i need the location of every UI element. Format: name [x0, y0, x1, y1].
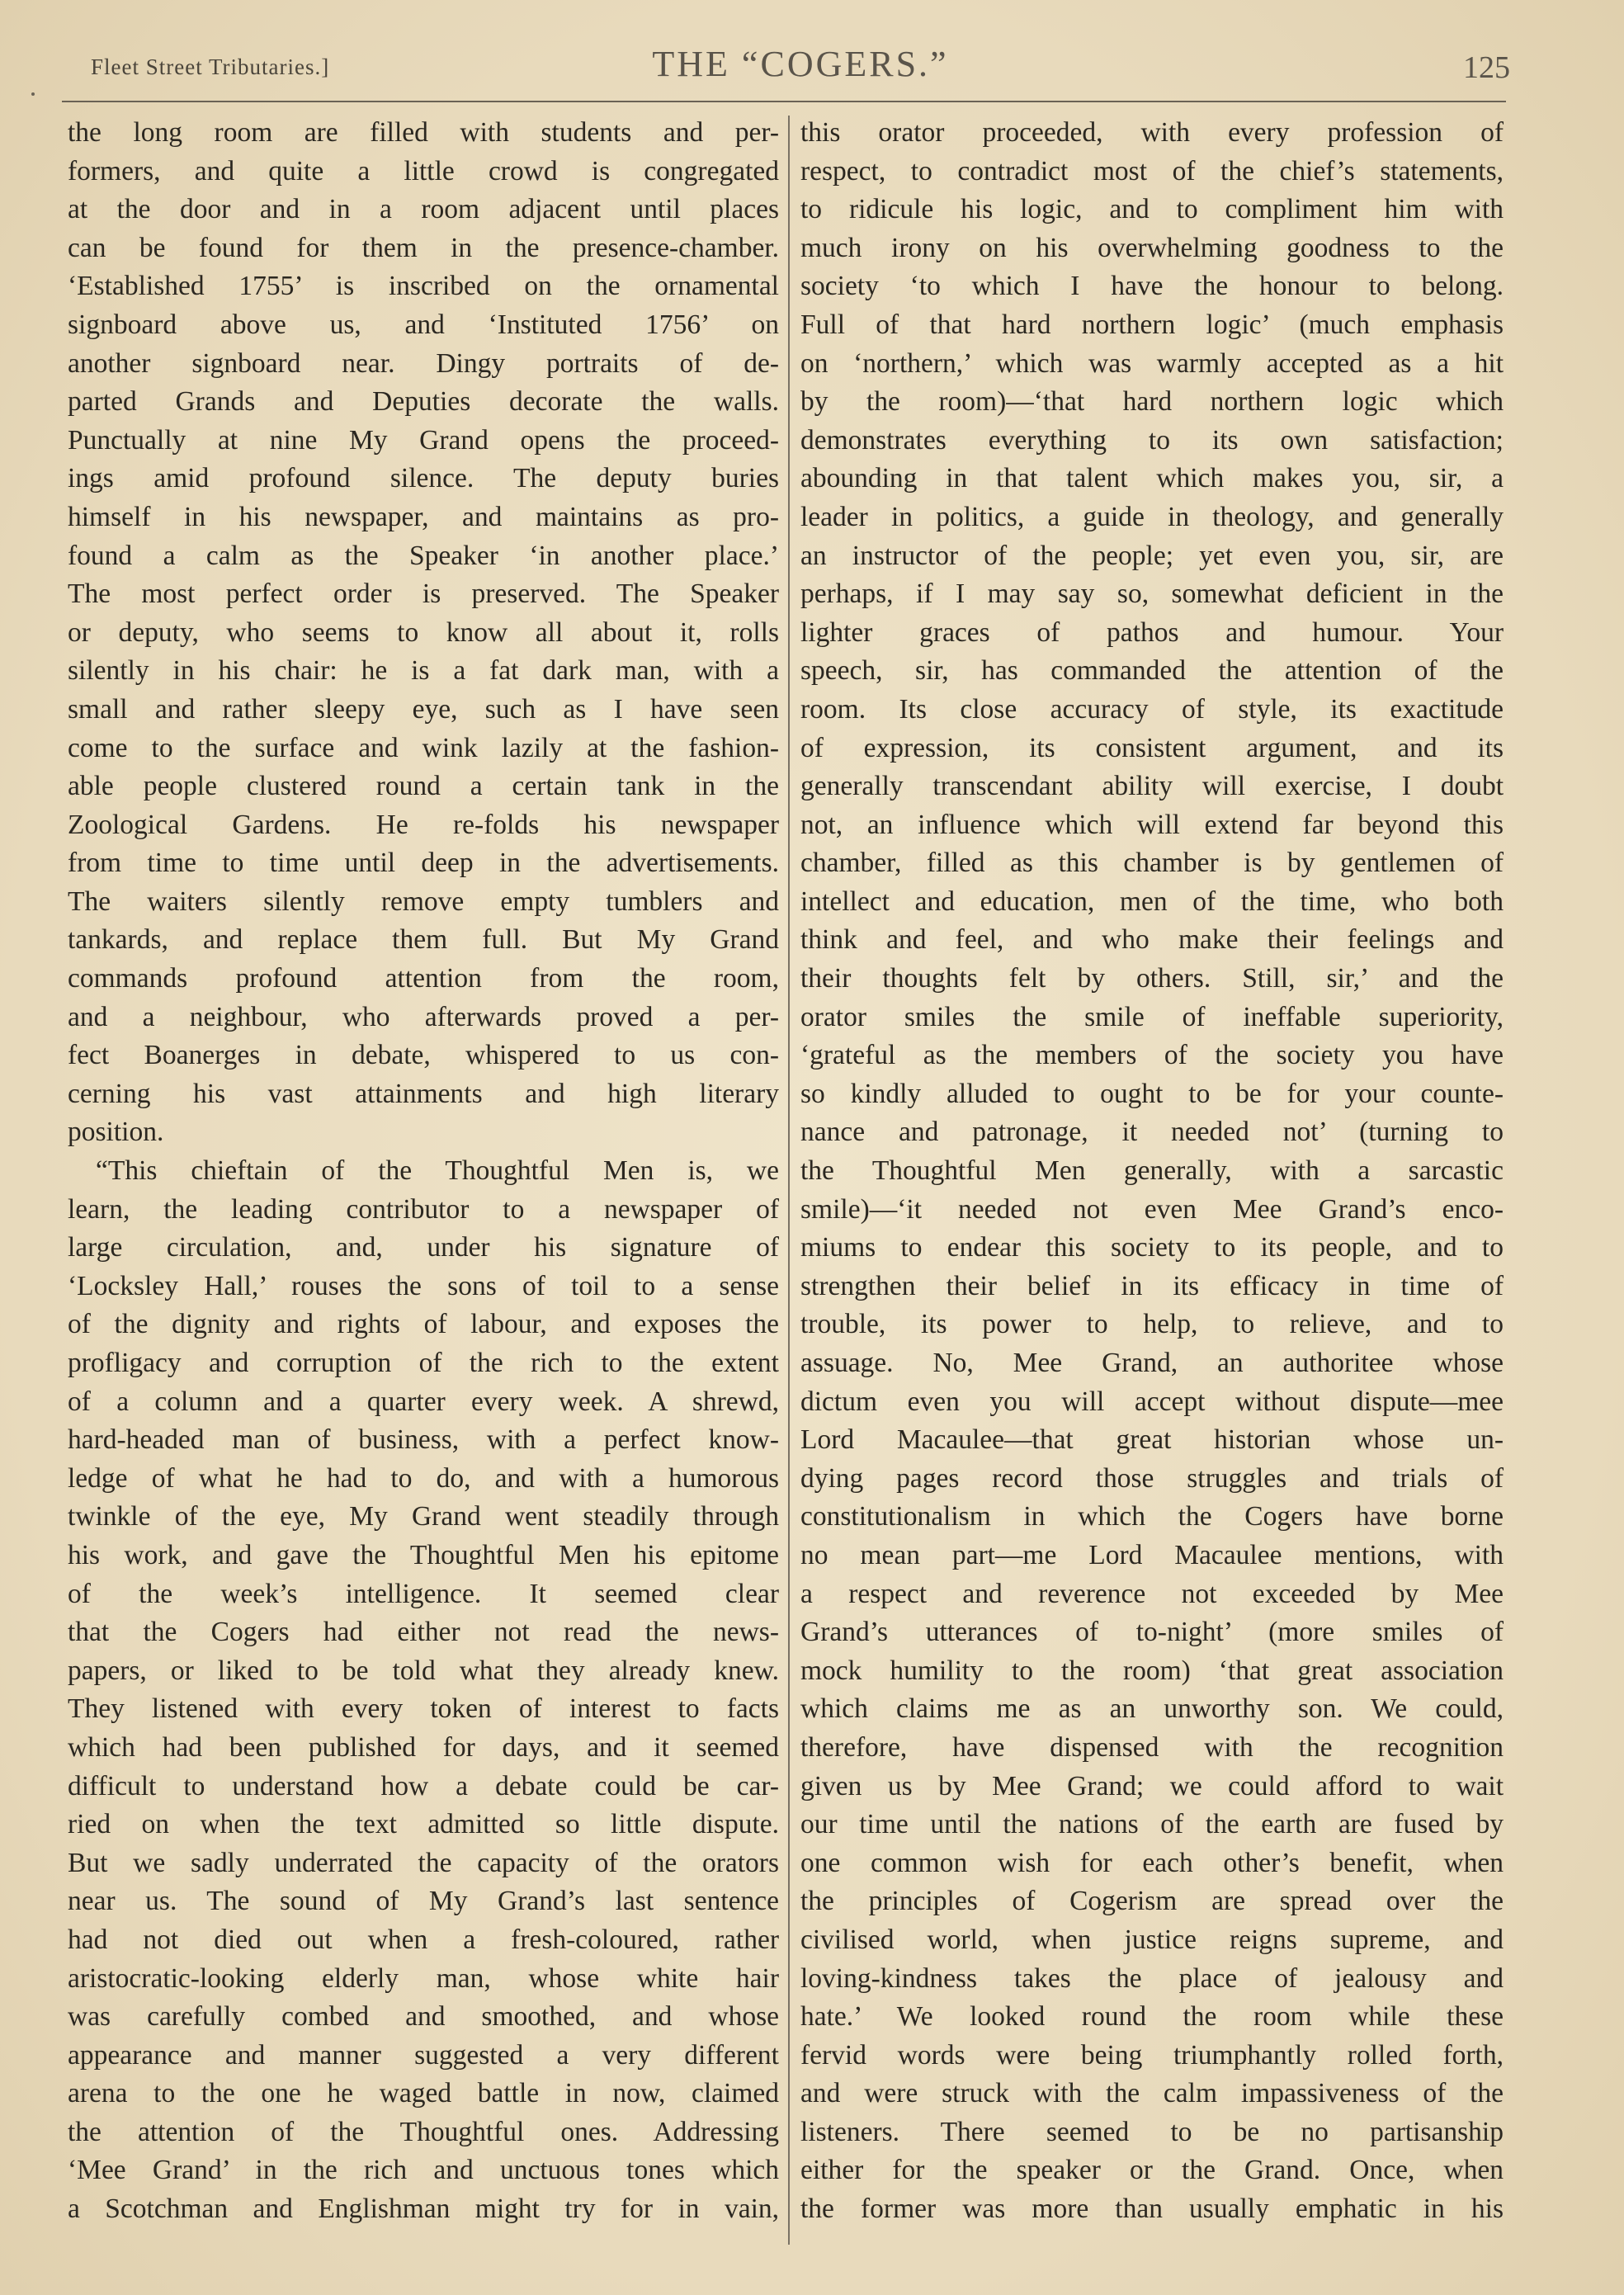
text-line: by the room)—‘that hard northern logic which: [800, 386, 1504, 418]
text-line: parted Grands and Deputies decorate the walls.: [68, 386, 779, 418]
text-line: demonstrates everything to its own satisfaction;: [800, 424, 1504, 456]
text-line: and a neighbour, who afterwards proved a per-: [68, 1001, 779, 1032]
text-line: that the Cogers had either not read the news-: [68, 1617, 779, 1648]
text-line: hate.’ We looked round the room while these: [800, 2001, 1504, 2033]
text-line: aristocratic-looking elderly man, whose white hair: [68, 1962, 779, 1994]
text-line: smile)—‘it needed not even Mee Grand’s enco-: [800, 1193, 1504, 1225]
text-line: not, an influence which will extend far beyond this: [800, 809, 1504, 840]
text-line: nance and patronage, it needed not’ (turning to: [800, 1117, 1504, 1148]
text-line: commands profound attention from the room,: [68, 963, 779, 994]
text-line: Full of that hard northern logic’ (much emphasis: [800, 309, 1504, 340]
text-line: mock humility to the room) ‘that great association: [800, 1655, 1504, 1686]
text-line: Lord Macaulee—that great historian whose un-: [800, 1424, 1504, 1456]
text-line: signboard above us, and ‘Instituted 1756’ on: [68, 309, 779, 340]
text-line: generally transcendant ability will exercise, I doubt: [800, 771, 1504, 802]
margin-speck: [31, 92, 35, 96]
text-line: was carefully combed and smoothed, and whose: [68, 2001, 779, 2033]
text-line: society ‘to which I have the honour to belong.: [800, 271, 1504, 302]
text-line: which had been published for days, and it seemed: [68, 1731, 779, 1763]
text-line: and were struck with the calm impassiveness of the: [800, 2078, 1504, 2109]
text-line: an instructor of the people; yet even you, sir, are: [800, 540, 1504, 571]
text-line: of the week’s intelligence. It seemed clear: [68, 1578, 779, 1609]
text-line: therefore, have dispensed with the recognition: [800, 1731, 1504, 1763]
text-line: leader in politics, a guide in theology, and generally: [800, 501, 1504, 532]
text-line: The waiters silently remove empty tumblers and: [68, 885, 779, 917]
text-line: strengthen their belief in its efficacy in time of: [800, 1270, 1504, 1301]
text-line: constitutionalism in which the Cogers have borne: [800, 1501, 1504, 1532]
text-line: given us by Mee Grand; we could afford to wait: [800, 1770, 1504, 1802]
text-line: hard-headed man of business, with a perfect know-: [68, 1424, 779, 1456]
text-line: ried on when the text admitted so little dispute.: [68, 1809, 779, 1840]
text-line: his work, and gave the Thoughtful Men his epitome: [68, 1539, 779, 1570]
text-line: from time to time until deep in the advertisements.: [68, 848, 779, 879]
page-number: 125: [1463, 50, 1510, 85]
text-line: which claims me as an unworthy son. We could,: [800, 1693, 1504, 1725]
text-line: much irony on his overwhelming goodness to the: [800, 232, 1504, 263]
text-line: of the dignity and rights of labour, and exposes the: [68, 1309, 779, 1340]
text-line: But we sadly underrated the capacity of the orators: [68, 1847, 779, 1878]
text-line: at the door and in a room adjacent until places: [68, 194, 779, 225]
text-line: ‘Established 1755’ is inscribed on the ornamental: [68, 271, 779, 302]
text-line: miums to endear this society to its people, and to: [800, 1232, 1504, 1263]
text-line: the long room are filled with students and per-: [68, 117, 779, 148]
text-line: speech, sir, has commanded the attention of the: [800, 655, 1504, 687]
right-column: [800, 114, 1504, 2229]
text-line: respect, to contradict most of the chief’s statements,: [800, 155, 1504, 187]
text-line: chamber, filled as this chamber is by gentlemen of: [800, 848, 1504, 879]
text-line: another signboard near. Dingy portraits of de-: [68, 347, 779, 379]
text-line: no mean part—me Lord Macaulee mentions, with: [800, 1539, 1504, 1570]
text-line: dictum even you will accept without dispute—mee: [800, 1386, 1504, 1417]
text-line: Punctually at nine My Grand opens the proceed-: [68, 424, 779, 456]
text-line: lighter graces of pathos and humour. Your: [800, 616, 1504, 648]
text-line: a Scotchman and Englishman might try for in vain,: [68, 2193, 779, 2225]
text-line: position.: [68, 1117, 164, 1148]
text-line: cerning his vast attainments and high literary: [68, 1078, 779, 1109]
text-line: tankards, and replace them full. But My Grand: [68, 924, 779, 956]
text-line: of a column and a quarter every week. A shrewd,: [68, 1386, 779, 1417]
text-line: dying pages record those struggles and trials of: [800, 1462, 1504, 1494]
text-line: appearance and manner suggested a very different: [68, 2039, 779, 2071]
text-line: of expression, its consistent argument, and its: [800, 732, 1504, 763]
text-line: profligacy and corruption of the rich to the extent: [68, 1348, 779, 1378]
left-column: [68, 114, 779, 2229]
header-rule: [62, 101, 1506, 102]
text-line: or deputy, who seems to know all about it, rolls: [68, 616, 779, 648]
text-line: room. Its close accuracy of style, its exactitude: [800, 693, 1504, 725]
text-line: think and feel, and who make their feelings and: [800, 924, 1504, 956]
text-line: listeners. There seemed to be no partisanship: [800, 2116, 1504, 2147]
text-line: orator smiles the smile of ineffable superiority,: [800, 1001, 1504, 1032]
text-line: the attention of the Thoughtful ones. Addressing: [68, 2116, 779, 2147]
text-line: assuage. No, Mee Grand, an authoritee whose: [800, 1348, 1504, 1378]
text-line: fect Boanerges in debate, whispered to us con-: [68, 1040, 779, 1071]
text-line: come to the surface and wink lazily at the fashion-: [68, 732, 779, 763]
text-line: twinkle of the eye, My Grand went steadily through: [68, 1501, 779, 1532]
text-line: either for the speaker or the Grand. Once, when: [800, 2155, 1504, 2186]
text-line: ‘grateful as the members of the society you have: [800, 1040, 1504, 1071]
text-line: civilised world, when justice reigns supreme, and: [800, 1924, 1504, 1955]
text-line: the principles of Cogerism are spread over the: [800, 1886, 1504, 1917]
text-line: this orator proceeded, with every profession of: [800, 117, 1504, 148]
text-line: near us. The sound of My Grand’s last sentence: [68, 1886, 779, 1917]
text-line: fervid words were being triumphantly rolled forth,: [800, 2039, 1504, 2071]
text-line: so kindly alluded to ought to be for your counte-: [800, 1078, 1504, 1109]
text-line: silently in his chair: he is a fat dark man, with a: [68, 655, 779, 687]
column-divider: [788, 116, 790, 2245]
text-line: on ‘northern,’ which was warmly accepted as a hit: [800, 347, 1504, 379]
text-line: small and rather sleepy eye, such as I have seen: [68, 693, 779, 725]
text-line: one common wish for each other’s benefit, when: [800, 1847, 1504, 1878]
running-head-title: THE “COGERS.”: [652, 44, 949, 84]
text-line: “This chieftain of the Thoughtful Men is, we: [96, 1155, 779, 1187]
running-head-section: Fleet Street Tributaries.]: [91, 54, 330, 79]
text-line: can be found for them in the presence-chamber.: [68, 232, 779, 263]
text-line: the former was more than usually emphatic in his: [800, 2193, 1504, 2225]
text-line: formers, and quite a little crowd is congregated: [68, 155, 779, 187]
text-line: had not died out when a fresh-coloured, rather: [68, 1924, 779, 1955]
text-line: ings amid profound silence. The deputy buries: [68, 463, 779, 494]
text-line: a respect and reverence not exceeded by Mee: [800, 1578, 1504, 1609]
text-line: abounding in that talent which makes you, sir, a: [800, 463, 1504, 494]
text-line: intellect and education, men of the time, who both: [800, 885, 1504, 917]
text-line: ledge of what he had to do, and with a humorous: [68, 1462, 779, 1494]
running-head: [91, 43, 1510, 101]
text-line: difficult to understand how a debate could be car-: [68, 1770, 779, 1802]
text-line: himself in his newspaper, and maintains as pro-: [68, 501, 779, 532]
text-line: The most perfect order is preserved. The Speaker: [68, 578, 779, 610]
text-line: learn, the leading contributor to a newspaper of: [68, 1193, 779, 1225]
text-line: Zoological Gardens. He re-folds his newspaper: [68, 809, 779, 840]
text-line: perhaps, if I may say so, somewhat deficient in the: [800, 578, 1504, 610]
text-line: They listened with every token of interest to facts: [68, 1693, 779, 1725]
text-line: loving-kindness takes the place of jealousy and: [800, 1962, 1504, 1994]
text-line: the Thoughtful Men generally, with a sarcastic: [800, 1155, 1504, 1187]
text-line: papers, or liked to be told what they already knew.: [68, 1655, 779, 1686]
text-line: ‘Mee Grand’ in the rich and unctuous tones which: [68, 2155, 779, 2186]
text-line: our time until the nations of the earth are fused by: [800, 1809, 1504, 1840]
text-line: ‘Locksley Hall,’ rouses the sons of toil to a sense: [68, 1270, 779, 1301]
text-line: trouble, its power to help, to relieve, and to: [800, 1309, 1504, 1340]
text-line: able people clustered round a certain tank in the: [68, 771, 779, 802]
text-line: arena to the one he waged battle in now, claimed: [68, 2078, 779, 2109]
text-line: Grand’s utterances of to-night’ (more smiles of: [800, 1617, 1504, 1648]
text-line: found a calm as the Speaker ‘in another place.’: [68, 540, 779, 571]
text-line: to ridicule his logic, and to compliment him with: [800, 194, 1504, 225]
text-line: large circulation, and, under his signature of: [68, 1232, 779, 1263]
text-line: their thoughts felt by others. Still, sir,’ and the: [800, 963, 1504, 994]
